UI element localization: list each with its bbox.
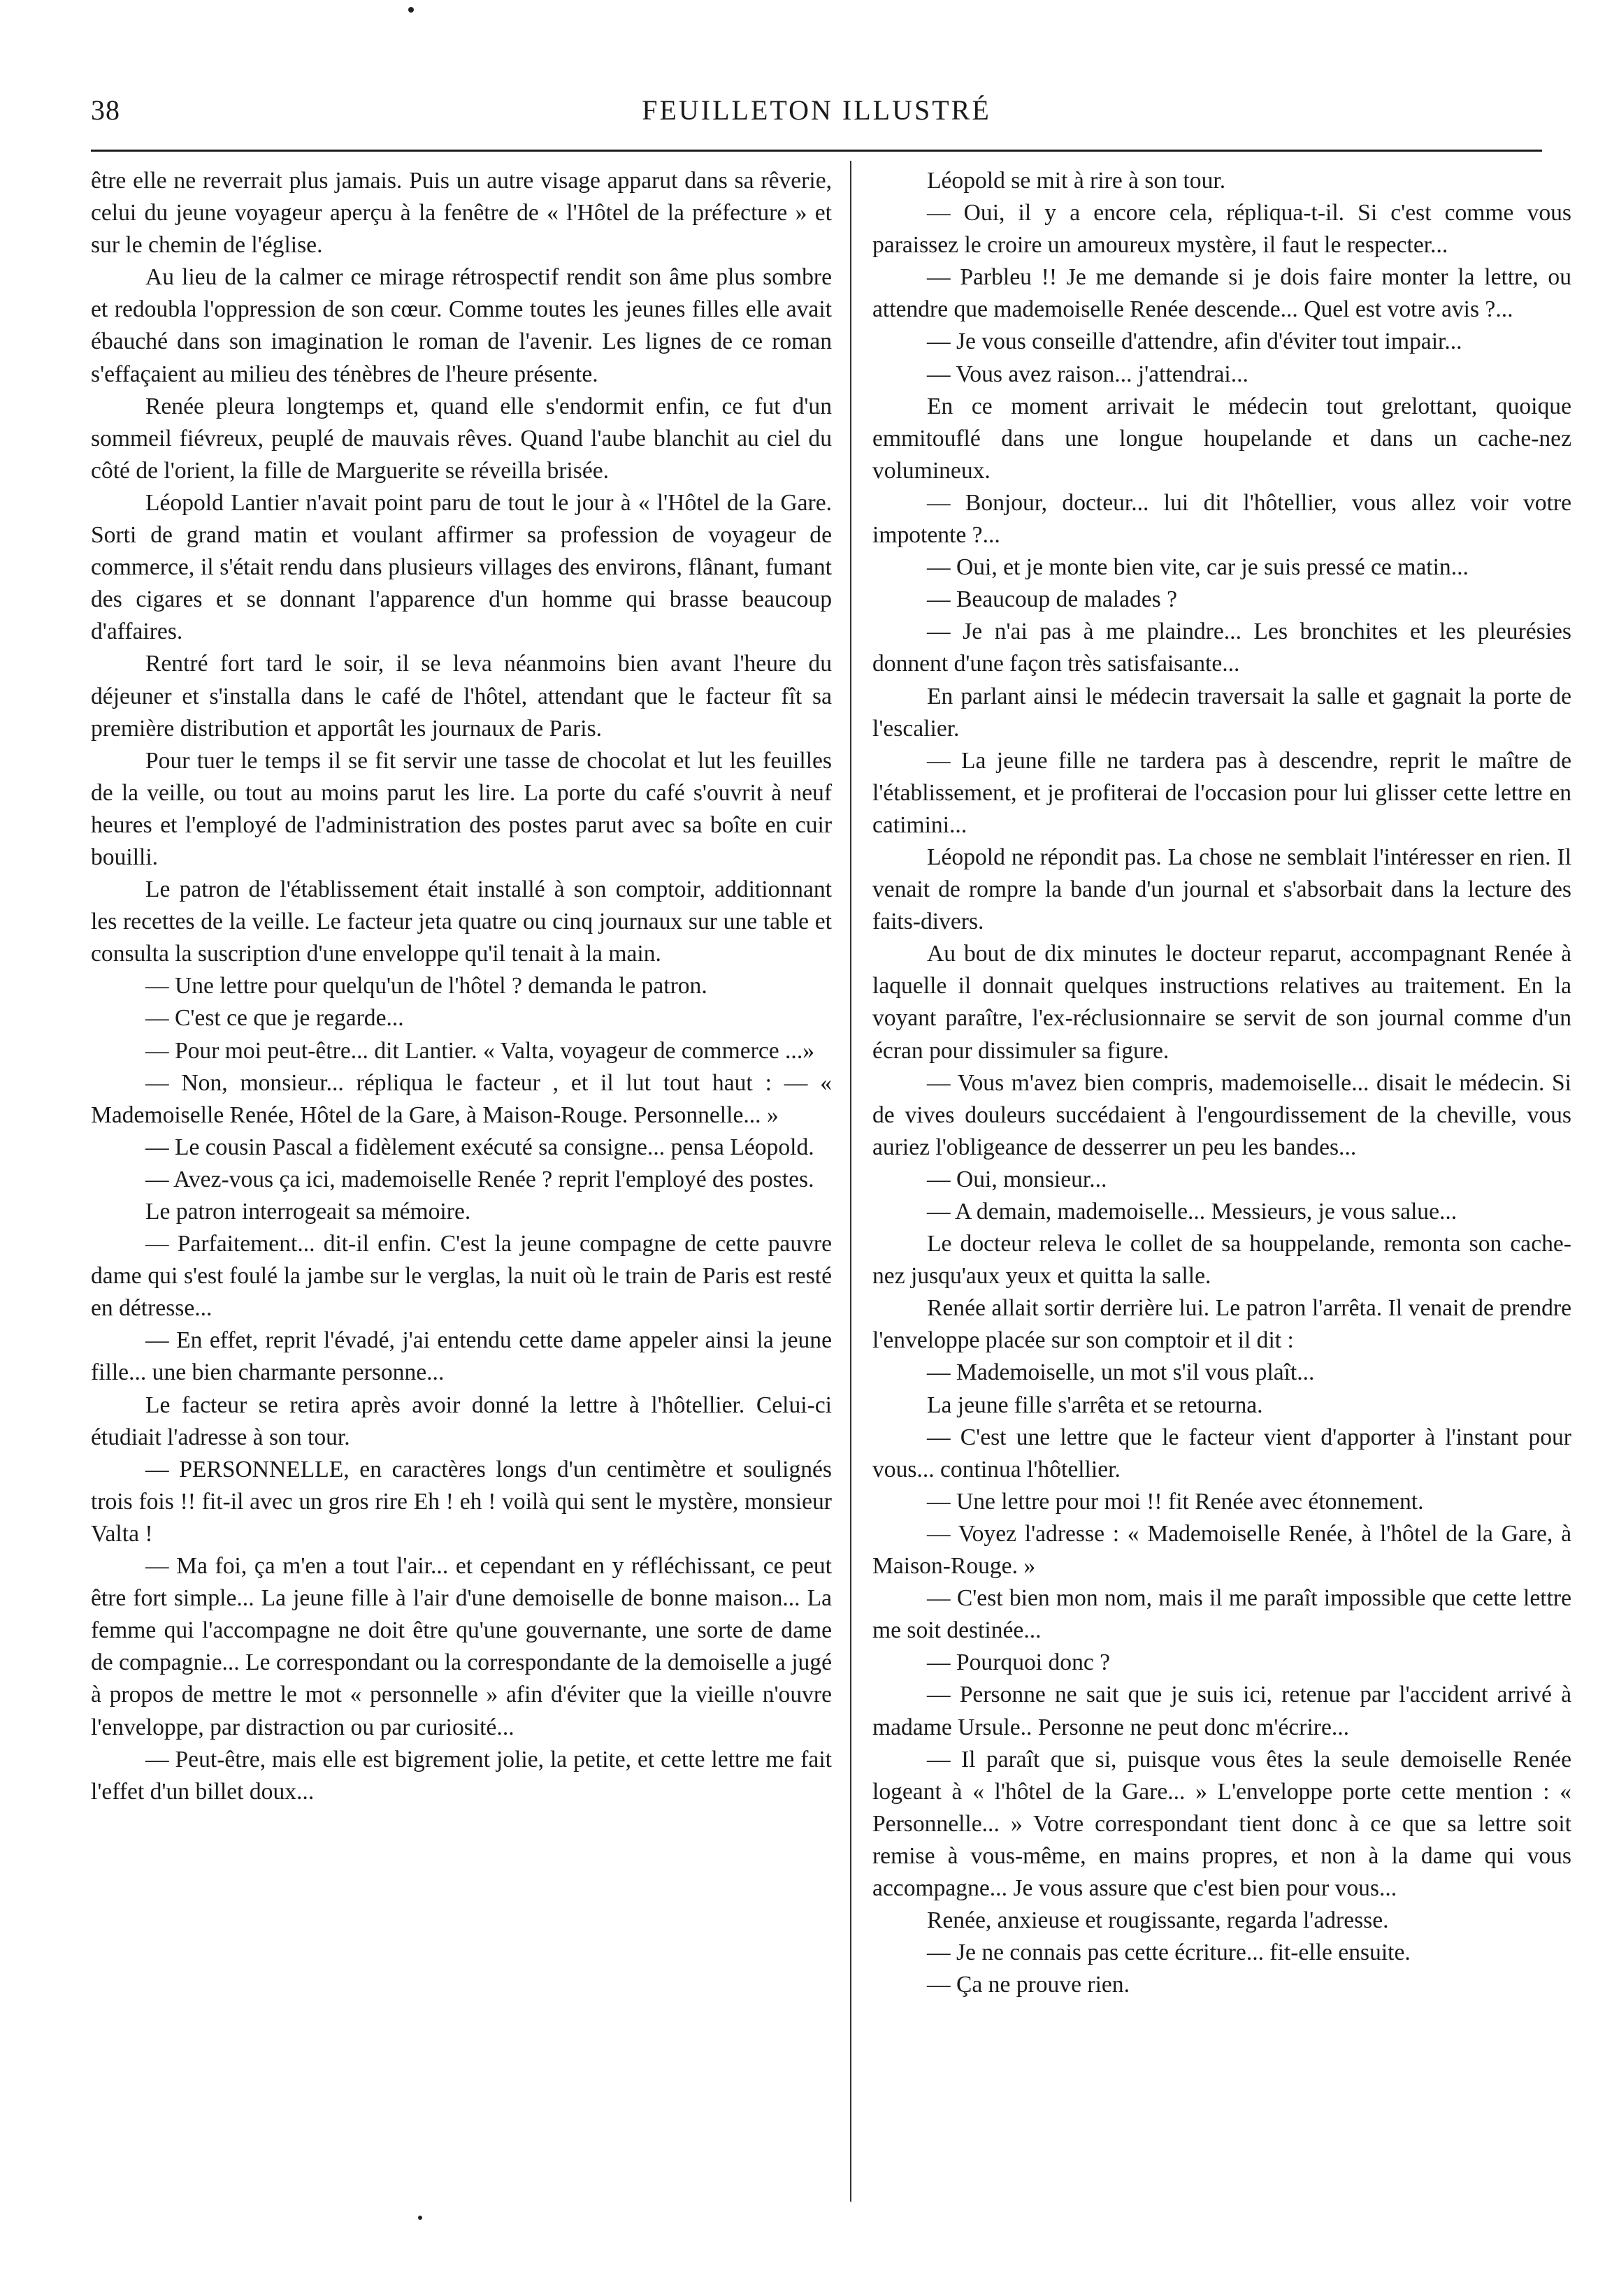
page-header — [91, 94, 1542, 136]
paragraph: — Pourquoi donc ? — [927, 1649, 1111, 1676]
paragraph: — Je n'ai pas à me plaindre... Les bronchites et les pleurésies donnent d'une façon très satisfaisante... — [872, 619, 1571, 677]
paragraph: — Je vous conseille d'attendre, afin d'éviter tout impair... — [927, 328, 1462, 355]
paragraph: En parlant ainsi le médecin traversait la salle et gagnait la porte de l'escalier. — [872, 683, 1571, 742]
paragraph: — Pour moi peut-être... dit Lantier. « Valta, voyageur de commerce ...» — [145, 1037, 815, 1064]
paragraph: Au lieu de la calmer ce mirage rétrospectif rendit son âme plus sombre et redoubla l'oppression de son cœur. Comme toutes les jeunes filles elle avait ébauché dans son imagination le roman de l'avenir. Les lignes de ce roman s'effaçaient au milieu des ténèbres de l'heure présente. — [91, 264, 832, 387]
paragraph: En ce moment arrivait le médecin tout grelottant, quoique emmitouflé dans une longue houpelande et dans un cache-nez volumineux. — [872, 393, 1571, 484]
paragraph: — Oui, et je monte bien vite, car je suis pressé ce matin... — [927, 554, 1469, 581]
column-divider — [850, 161, 851, 2202]
paragraph: — C'est une lettre que le facteur vient d'apporter à l'instant pour vous... continua l'hôtellier. — [872, 1424, 1571, 1482]
paragraph: Le patron de l'établissement était installé à son comptoir, additionnant les recettes de la veille. Le facteur jeta quatre ou cinq journaux sur une table et consulta la suscription d'une enveloppe qu'il tenait à la main. — [91, 876, 832, 967]
paragraph: — Vous m'avez bien compris, mademoiselle... disait le médecin. Si de vives douleurs succédaient à l'engourdissement de la cheville, vous auriez l'obligeance de desserrer un peu les bandes... — [872, 1069, 1571, 1160]
paragraph: Renée pleura longtemps et, quand elle s'endormit enfin, ce fut d'un sommeil fiévreux, peuplé de mauvais rêves. Quand l'aube blanchit au ciel du côté de l'orient, la fille de Marguerite se réveilla brisée. — [91, 393, 832, 484]
paragraph: — La jeune fille ne tardera pas à descendre, reprit le maître de l'établissement, et je profiterai de l'occasion pour lui glisser cette lettre en catimini... — [872, 747, 1571, 838]
paragraph: Le facteur se retira après avoir donné la lettre à l'hôtellier. Celui-ci étudiait l'adresse à son tour. — [91, 1392, 832, 1450]
paragraph: être elle ne reverrait plus jamais. Puis un autre visage apparut dans sa rêverie, celui du jeune voyageur aperçu à la fenêtre de « l'Hôtel de la préfecture » et sur le chemin de l'église. — [91, 168, 832, 259]
paragraph: Au bout de dix minutes le docteur reparut, accompagnant Renée à laquelle il donnait quelques instructions relatives au traitement. En la voyant paraître, l'ex-réclusionnaire se servit de son journal comme d'un écran pour dissimuler sa figure. — [872, 941, 1571, 1064]
paragraph: Renée, anxieuse et rougissante, regarda l'adresse. — [927, 1907, 1389, 1934]
paragraph: — En effet, reprit l'évadé, j'ai entendu cette dame appeler ainsi la jeune fille... une bien charmante personne... — [91, 1327, 832, 1386]
ink-speck — [408, 7, 414, 13]
paragraph: Pour tuer le temps il se fit servir une tasse de chocolat et lut les feuilles de la veille, ou tout au moins parut les lire. La porte du café s'ouvrit à neuf heures et l'employé de l'administration des postes parut avec sa boîte en cuir bouilli. — [91, 747, 832, 870]
right-column — [872, 165, 1571, 2001]
paragraph: Rentré fort tard le soir, il se leva néanmoins bien avant l'heure du déjeuner et s'installa dans le café de l'hôtel, attendant que le facteur fît sa première distribution et apportât les journaux de Paris. — [91, 651, 832, 742]
paragraph: — Le cousin Pascal a fidèlement exécuté sa consigne... pensa Léopold. — [145, 1134, 814, 1160]
paragraph: Léopold ne répondit pas. La chose ne semblait l'intéresser en rien. Il venait de rompre la bande d'un journal et s'absorbait dans la lecture des faits-divers. — [872, 844, 1571, 935]
paragraph: — Non, monsieur... répliqua le facteur , et il lut tout haut : — « Mademoiselle Renée, Hôtel de la Gare, à Maison-Rouge. Personnelle... » — [91, 1069, 832, 1128]
paragraph: La jeune fille s'arrêta et se retourna. — [927, 1392, 1263, 1418]
paragraph: — C'est ce que je regarde... — [145, 1005, 404, 1032]
paragraph: — Ça ne prouve rien. — [927, 1972, 1130, 1998]
ink-speck — [418, 2216, 422, 2220]
paragraph: Léopold Lantier n'avait point paru de tout le jour à « l'Hôtel de la Gare. Sorti de grand matin et voulant affirmer sa profession de voyageur de commerce, il s'était rendu dans plusieurs villages des environs, flânant, fumant des cigares et se donnant l'apparence d'un homme qui brasse beaucoup d'affaires. — [91, 489, 832, 645]
paragraph: — Personne ne sait que je suis ici, retenue par l'accident arrivé à madame Ursule.. Personne ne peut donc m'écrire... — [872, 1682, 1571, 1740]
header-rule — [91, 150, 1542, 152]
paragraph: Léopold se mit à rire à son tour. — [927, 168, 1226, 194]
paragraph: — Peut-être, mais elle est bigrement jolie, la petite, et cette lettre me fait l'effet d'un billet doux... — [91, 1746, 832, 1805]
paragraph: — Il paraît que si, puisque vous êtes la seule demoiselle Renée logeant à « l'hôtel de la Gare... » L'enveloppe porte cette mention : « Personnelle... » Votre correspondant tient donc à ce que sa lettre soit remise à vous-même, en mains propres, et non à la dame qui vous accompagne... Je vous assure que c'est bien pour vous... — [872, 1746, 1571, 1901]
paragraph: — Voyez l'adresse : « Mademoiselle Renée, à l'hôtel de la Gare, à Maison-Rouge. » — [872, 1520, 1571, 1580]
paragraph: — Parfaitement... dit-il enfin. C'est la jeune compagne de cette pauvre dame qui s'est foulé la jambe sur le verglas, la nuit où le train de Paris est resté en détresse... — [91, 1231, 832, 1322]
paragraph: Le docteur releva le collet de sa houppelande, remonta son cache-nez jusqu'aux yeux et quitta la salle. — [872, 1231, 1571, 1290]
paragraph: — Je ne connais pas cette écriture... fit-elle ensuite. — [927, 1940, 1411, 1966]
paragraph: — Beaucoup de malades ? — [927, 586, 1178, 613]
paragraph: — Vous avez raison... j'attendrai... — [927, 361, 1248, 387]
paragraph: — Une lettre pour quelqu'un de l'hôtel ? demanda le patron. — [145, 973, 707, 999]
page-number: 38 — [91, 94, 120, 126]
paragraph: — Parbleu !! Je me demande si je dois faire monter la lettre, ou attendre que mademoiselle Renée descende... Quel est votre avis ?... — [872, 264, 1571, 323]
paragraph: — PERSONNELLE, en caractères longs d'un centimètre et soulignés trois fois !! fit-il avec un gros rire Eh ! eh ! voilà qui sent le mystère, monsieur Valta ! — [91, 1456, 832, 1547]
paragraph: — Avez-vous ça ici, mademoiselle Renée ? reprit l'employé des postes. — [145, 1166, 814, 1192]
paragraph: — C'est bien mon nom, mais il me paraît impossible que cette lettre me soit destinée... — [872, 1585, 1571, 1644]
paragraph: Renée allait sortir derrière lui. Le patron l'arrêta. Il venait de prendre l'enveloppe placée sur son comptoir et il dit : — [872, 1295, 1571, 1354]
paragraph: — Oui, il y a encore cela, répliqua-t-il. Si c'est comme vous paraissez le croire un amoureux mystère, il faut le respecter... — [872, 200, 1571, 259]
left-column — [91, 165, 832, 1808]
paragraph: Le patron interrogeait sa mémoire. — [145, 1199, 471, 1225]
paragraph: — Mademoiselle, un mot s'il vous plaît... — [927, 1359, 1315, 1386]
paragraph: — Bonjour, docteur... lui dit l'hôtellier, vous allez voir votre impotente ?... — [872, 489, 1571, 549]
paragraph: — Oui, monsieur... — [927, 1166, 1107, 1192]
running-title: FEUILLETON ILLUSTRÉ — [642, 94, 991, 126]
paragraph: — Ma foi, ça m'en a tout l'air... et cependant en y réfléchissant, ce peut être fort simple... La jeune fille à l'air d'une demoiselle de bonne maison... La femme qui l'accompagne ne doit être qu'une gouvernante, une sorte de dame de compagnie... Le correspondant ou la correspondante de la demoiselle a jugé à propos de mettre le mot « personnelle » afin d'éviter que la vieille n'ouvre l'enveloppe, par distraction ou par curiosité... — [91, 1553, 832, 1740]
paragraph: — A demain, mademoiselle... Messieurs, je vous salue... — [927, 1199, 1457, 1225]
paragraph: — Une lettre pour moi !! fit Renée avec étonnement. — [927, 1488, 1424, 1515]
